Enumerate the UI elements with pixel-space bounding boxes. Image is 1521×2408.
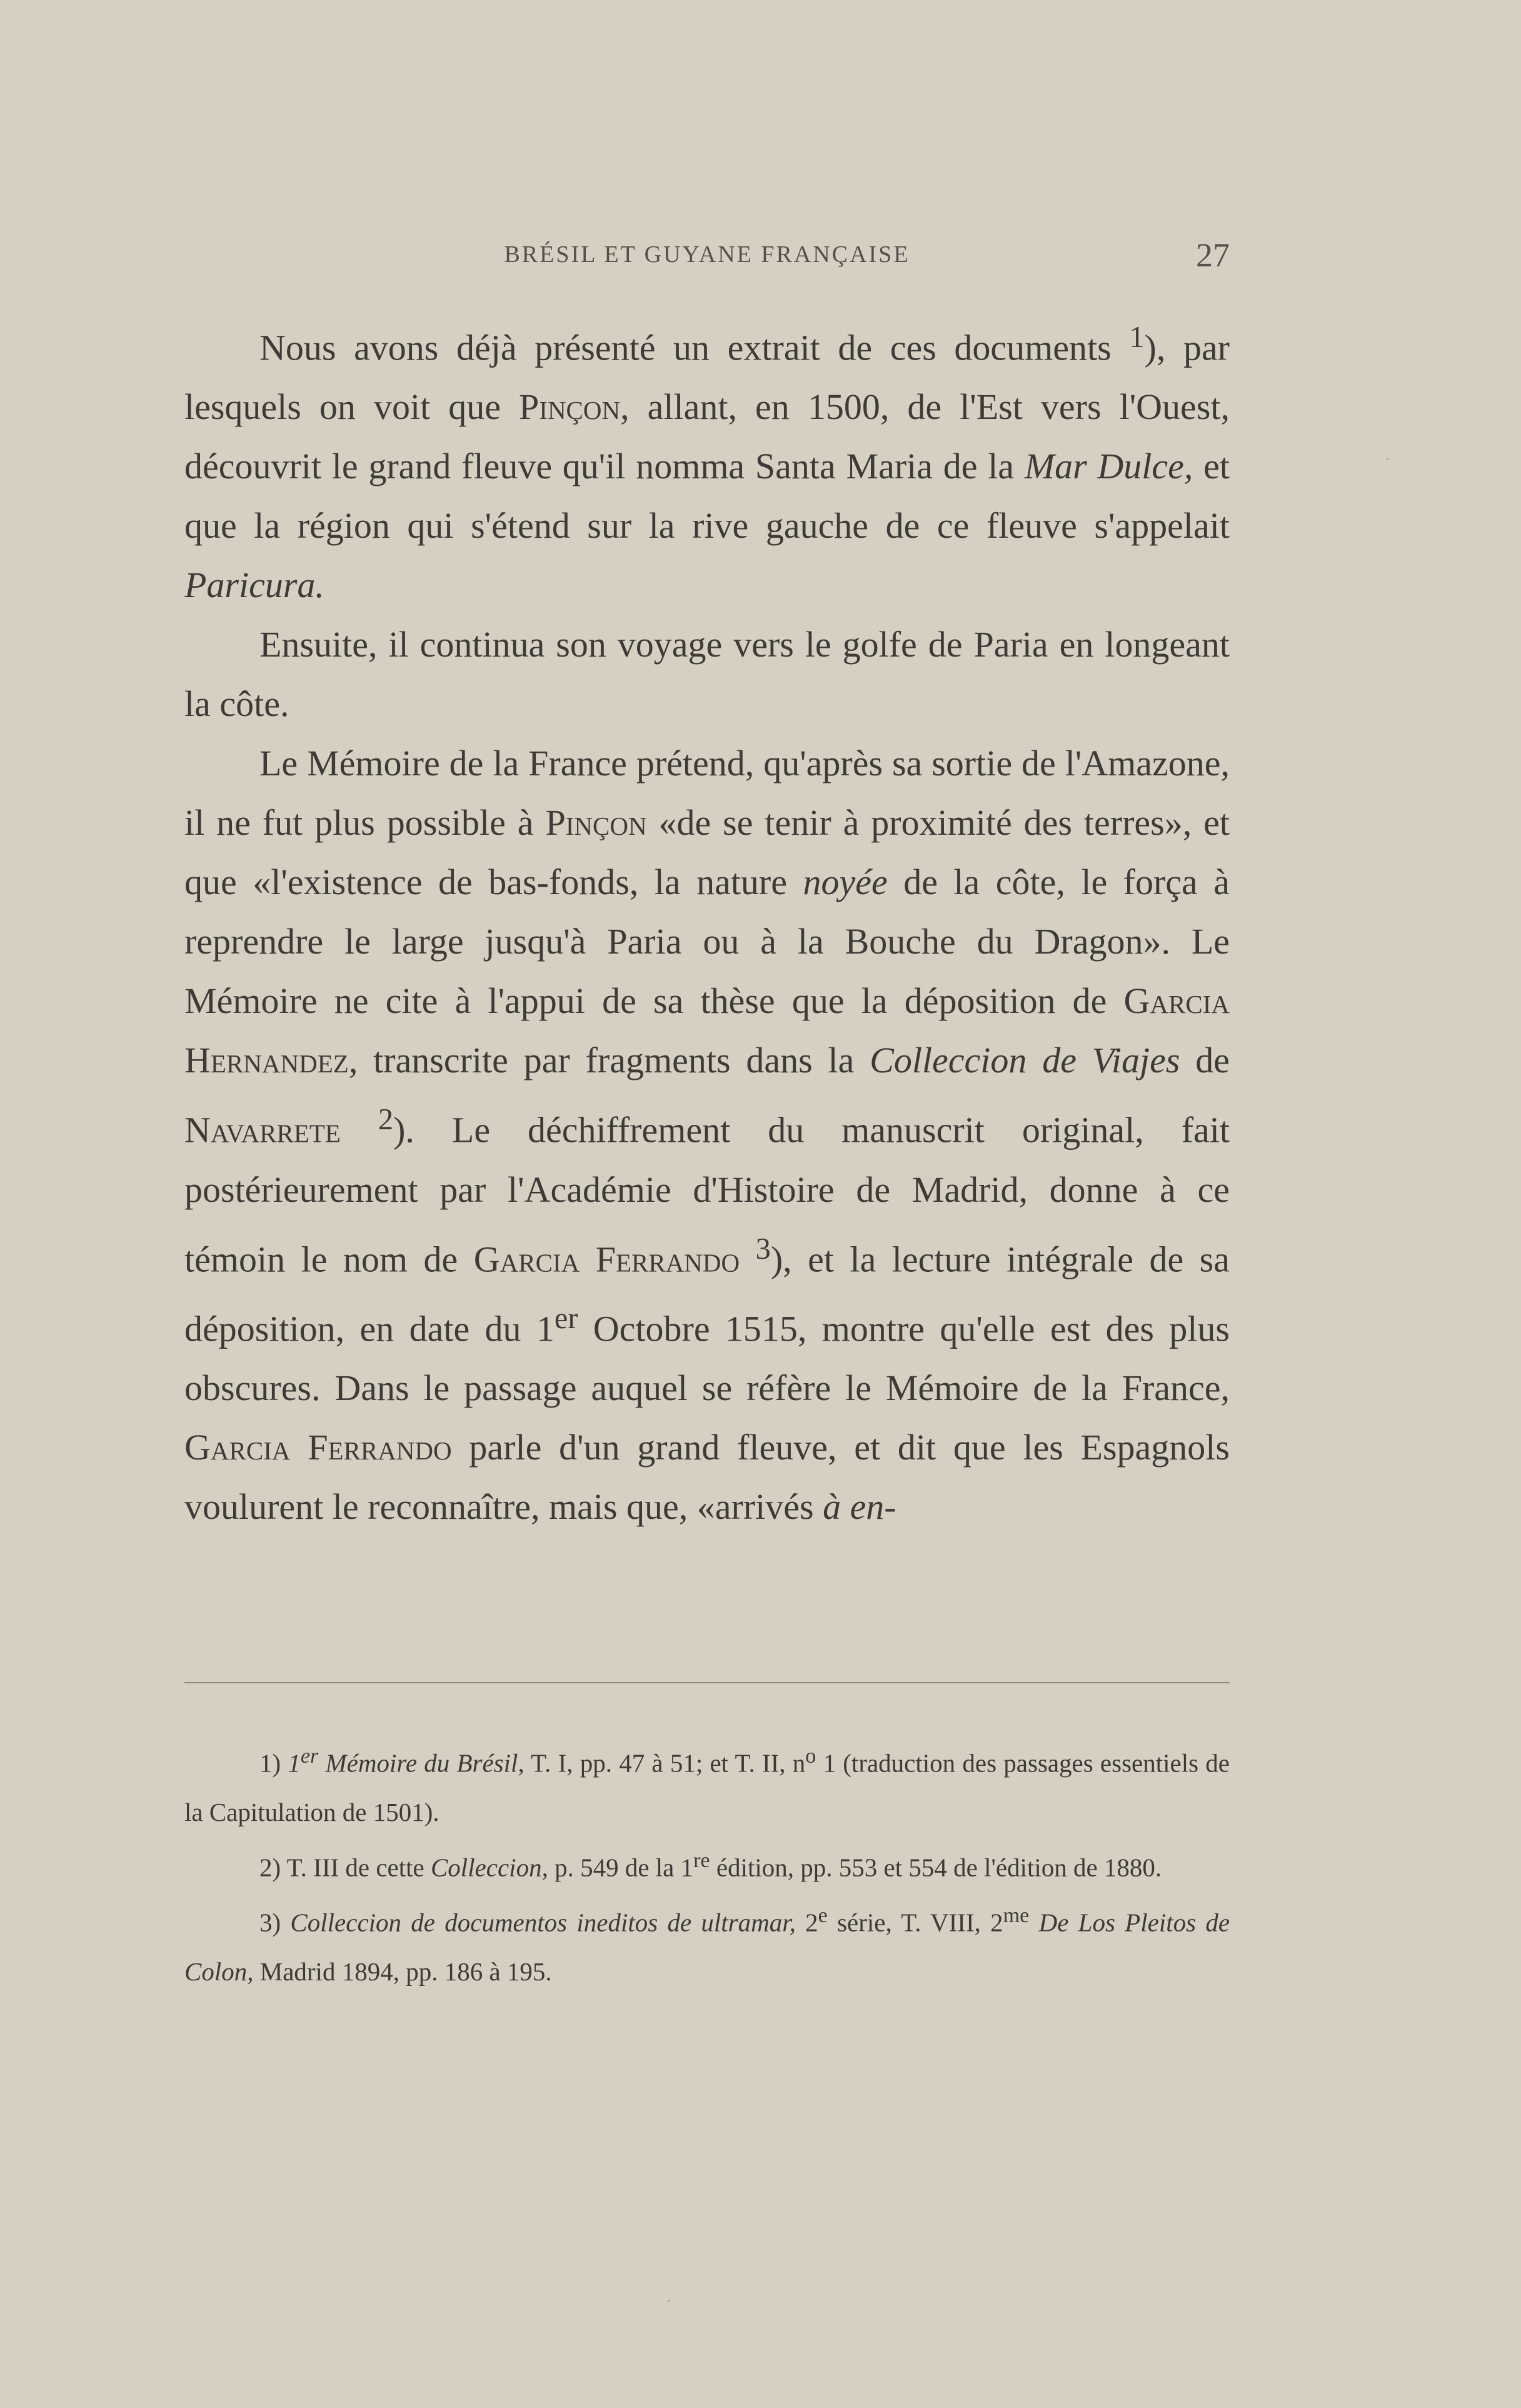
text-run: de: [1180, 1040, 1230, 1081]
text-run: 2: [795, 1908, 818, 1937]
text-run: , allant, en 1500, de l'Est vers l'Ouest, découvrit le grand fleuve qu'il nomma Santa Maria de la: [184, 386, 1230, 487]
text-run: ). Le déchiffrement du manuscrit original, fait postérieurement par l'Académie d'Histoire de Madrid, donne à ce témoin le nom de: [184, 1109, 1230, 1279]
text-run: de la côte, le força à reprendre le large jusqu'à Paria ou à la Bouche du Dragon». Le Mémoire ne cite à l'appui de sa thèse que la déposition de: [184, 862, 1230, 1022]
text-run: Colleccion de Viajes: [870, 1040, 1180, 1081]
text-run: , transcrite par fragments dans la: [348, 1040, 870, 1081]
main-text: [184, 308, 1230, 1536]
text-run: Le Mémoire de la France prétend, qu'après sa sortie de l'Amazone, il ne fut plus possible à: [184, 743, 1230, 844]
footnote: [184, 1732, 1230, 1836]
text-run: er: [554, 1301, 578, 1335]
text-run: Garcia Hernandez: [184, 980, 1230, 1081]
text-run: Octobre 1515, montre qu'elle est des plus obscures. Dans le passage auquel se réfère le Mémoire de la France,: [184, 1308, 1230, 1409]
text-run: 1: [1129, 321, 1145, 354]
text-run: à en-: [823, 1486, 896, 1528]
text-run: série, T. VIII, 2: [827, 1908, 1003, 1937]
page-number: 27: [1196, 236, 1230, 274]
text-run: ), par lesquels on voit que: [184, 327, 1230, 428]
text-run: Pinçon: [545, 802, 647, 844]
text-run: Madrid 1894, pp. 186 à 195.: [253, 1957, 552, 1986]
text-run: o: [805, 1745, 816, 1768]
text-run: ) T. III de cette: [272, 1853, 431, 1882]
text-run: Mémoire du Brésil,: [318, 1748, 525, 1778]
text-run: Navarrete: [184, 1109, 341, 1151]
paragraph: [184, 733, 1230, 1536]
text-run: re: [693, 1848, 710, 1872]
text-run: 1: [288, 1748, 301, 1778]
footnote-rule: [184, 1682, 1230, 1683]
text-run: 1: [259, 1748, 273, 1778]
text-run: De Los Pleitos de Colon,: [184, 1908, 1230, 1986]
text-run: Garcia Ferrando: [184, 1427, 452, 1468]
text-run: me: [1003, 1904, 1030, 1928]
text-run: édition, pp. 553 et 554 de l'édition de 1880.: [710, 1853, 1162, 1882]
paper-speck: [668, 2300, 670, 2302]
footnotes: [184, 1732, 1230, 1996]
text-run: et que la région qui s'étend sur la rive gauche de ce fleuve s'appelait: [184, 446, 1230, 547]
text-run: T. I, pp. 47 à 51; et T. II, n: [524, 1748, 806, 1778]
text-run: parle d'un grand fleuve, et dit que les Espagnols voulurent le reconnaître, mais que, «arrivés: [184, 1427, 1230, 1528]
text-run: Ensuite, il continua son voyage vers le golfe de Paria en longeant la côte.: [184, 624, 1230, 725]
text-run: ): [272, 1908, 291, 1937]
running-header: [184, 236, 1230, 285]
paper-speck: [1387, 458, 1388, 460]
text-run: [341, 1110, 378, 1151]
text-run: [740, 1239, 756, 1279]
text-run: 1 (traduction des passages essentiels de la Capitulation de 1501).: [184, 1748, 1230, 1826]
text-run: Nous avons déjà présenté un extrait de ces documents: [259, 327, 1130, 368]
footnote: [184, 1892, 1230, 1996]
running-title: BRÉSIL ET GUYANE FRANÇAISE: [504, 241, 910, 268]
text-run: 2: [259, 1853, 273, 1882]
text-run: ), et la lecture intégrale de sa déposition, en date du 1: [184, 1238, 1230, 1349]
text-run: Mar Dulce,: [1024, 446, 1193, 487]
text-run: Paricura.: [184, 565, 324, 606]
text-run: p. 549 de la 1: [548, 1853, 694, 1882]
text-run: «de se tenir à proximité des terres», et que «l'existence de bas-fonds, la nature: [184, 802, 1230, 903]
footnote: [184, 1836, 1230, 1892]
text-run: 3: [755, 1232, 771, 1266]
text-run: [1029, 1908, 1038, 1937]
text-run: er: [300, 1745, 319, 1768]
text-run: noyée: [803, 862, 888, 903]
text-run: 2: [378, 1103, 394, 1137]
text-run: e: [818, 1904, 828, 1928]
text-run: Garcia Ferrando: [473, 1238, 740, 1279]
paragraph: [184, 615, 1230, 733]
text-run: 3: [259, 1908, 273, 1937]
text-run: Pinçon: [519, 386, 621, 428]
paragraph: [184, 308, 1230, 615]
text-run: ): [272, 1748, 288, 1778]
text-run: Colleccion,: [430, 1853, 548, 1882]
text-run: Colleccion de documentos ineditos de ultramar,: [290, 1908, 796, 1937]
